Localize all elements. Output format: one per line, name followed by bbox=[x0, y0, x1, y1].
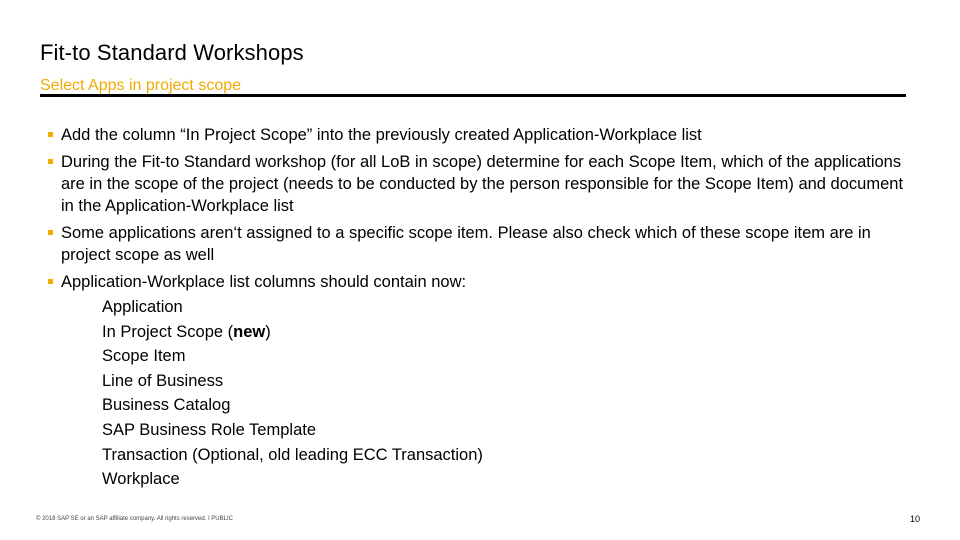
column-item: Business Catalog bbox=[102, 396, 231, 415]
bullet-item bbox=[48, 124, 908, 146]
bullet-list bbox=[48, 124, 908, 497]
bullet-text: Application-Workplace list columns should contain now: bbox=[61, 273, 467, 291]
bullet-item bbox=[48, 222, 908, 266]
column-item: Application bbox=[102, 298, 183, 316]
column-text: ) bbox=[265, 322, 271, 341]
column-item: Line of Business bbox=[102, 371, 224, 390]
title-divider bbox=[40, 94, 906, 97]
bullet-marker bbox=[48, 230, 53, 235]
bullet-item bbox=[48, 271, 908, 492]
column-list bbox=[102, 295, 908, 492]
column-item: Workplace bbox=[102, 470, 180, 489]
column-text: In Project Scope ( bbox=[102, 322, 234, 341]
column-item bbox=[102, 320, 908, 345]
bullet-text: Some applications aren‘t assigned to a specific scope item. Please also check which of these scope item are in project scope as well bbox=[61, 224, 871, 264]
slide-title: Fit-to Standard Workshops bbox=[40, 40, 304, 65]
bullet-marker bbox=[48, 279, 53, 284]
copyright-footer: © 2018 SAP SE or an SAP affiliate company. All rights reserved. ǀ PUBLIC bbox=[36, 516, 233, 522]
bullet-item bbox=[48, 151, 908, 217]
column-item: SAP Business Role Template bbox=[102, 420, 317, 439]
bullet-text: Add the column “In Project Scope” into the previously created Application-Workplace list bbox=[61, 126, 702, 144]
bullet-marker bbox=[48, 132, 53, 137]
page-number: 10 bbox=[909, 514, 920, 524]
column-item: Transaction (Optional, old leading ECC Transaction) bbox=[102, 445, 483, 464]
new-label: new bbox=[233, 322, 266, 341]
slide-subtitle: Select Apps in project scope bbox=[40, 77, 242, 94]
bullet-text: During the Fit-to Standard workshop (for all LoB in scope) determine for each Scope Item, which of the applications are in the scope of the project (needs to be conducted by the person responsible for the Scope Item) and document in the Application-Workplace list bbox=[61, 153, 904, 215]
bullet-marker bbox=[48, 159, 53, 164]
column-item: Scope Item bbox=[102, 347, 186, 366]
